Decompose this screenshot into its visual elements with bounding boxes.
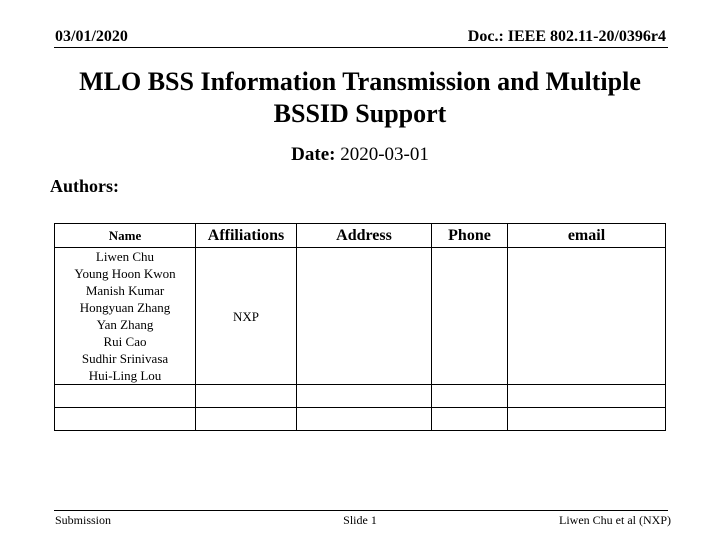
header-date: 03/01/2020	[55, 28, 128, 45]
author-name: Sudhir Srinivasa	[81, 351, 169, 366]
date-label: Date:	[291, 144, 336, 165]
author-name: Young Hoon Kwon	[74, 266, 176, 281]
header-email: email	[508, 224, 666, 248]
footer-author: Liwen Chu et al (NXP)	[559, 513, 671, 527]
author-name: Liwen Chu	[95, 249, 155, 264]
table-header-row	[55, 224, 666, 248]
table-row	[55, 408, 666, 431]
footer-slide-number: Slide 1	[343, 513, 377, 527]
affiliation-cell: NXP	[196, 248, 297, 385]
date-line	[0, 144, 720, 166]
header-name: Name	[55, 224, 196, 248]
author-name: Yan Zhang	[96, 317, 154, 332]
phone-cell	[432, 248, 508, 385]
header-doc-id: Doc.: IEEE 802.11-20/0396r4	[467, 28, 666, 45]
table-row	[55, 385, 666, 408]
header-divider	[54, 47, 668, 48]
names-cell	[55, 248, 196, 385]
authors-table	[54, 223, 666, 431]
author-name: Hongyuan Zhang	[79, 300, 171, 315]
author-name: Rui Cao	[103, 334, 147, 349]
footer-divider	[54, 510, 668, 511]
authors-heading: Authors:	[50, 176, 120, 196]
header-affiliations: Affiliations	[196, 224, 297, 248]
date-value: 2020-03-01	[340, 144, 429, 165]
address-cell	[297, 248, 432, 385]
email-cell	[508, 248, 666, 385]
header-phone: Phone	[432, 224, 508, 248]
author-name: Hui-Ling Lou	[88, 368, 162, 383]
footer-submission: Submission	[55, 513, 112, 527]
header-address: Address	[297, 224, 432, 248]
slide-title: MLO BSS Information Transmission and Multiple BSSID Support	[79, 67, 641, 128]
author-name: Manish Kumar	[85, 283, 165, 298]
table-row	[55, 248, 666, 385]
